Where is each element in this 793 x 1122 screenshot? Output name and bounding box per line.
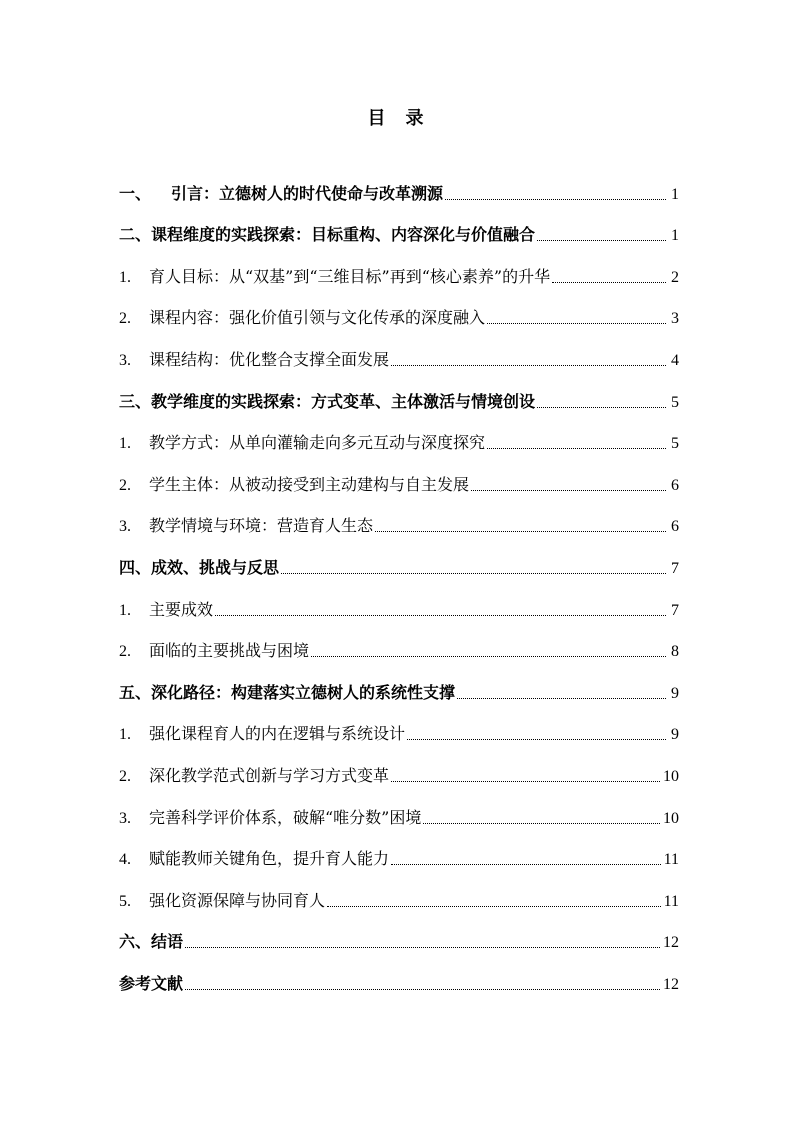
toc-entry-text: 课程内容：强化价值引领与文化传承的深度融入	[149, 308, 486, 328]
toc-entry-number: 2.	[119, 476, 131, 494]
toc-entry-text: 学生主体：从被动接受到主动建构与自主发展	[149, 474, 470, 494]
toc-entry-text: 强化资源保障与协同育人	[149, 890, 326, 910]
toc-entry-page-number: 10	[663, 767, 679, 785]
toc-entry-page-number: 6	[671, 476, 679, 494]
toc-entry-number: 1.	[119, 601, 131, 619]
toc-dot-leader	[185, 946, 660, 948]
toc-entry[interactable]	[119, 536, 679, 578]
toc-entry[interactable]	[119, 245, 679, 287]
toc-entry[interactable]	[119, 453, 679, 495]
toc-entry-page-number: 5	[671, 393, 679, 411]
toc-dot-leader	[537, 239, 666, 241]
toc-entry-text: 三、教学维度的实践探索：方式变革、主体激活与情境创设	[119, 391, 536, 411]
toc-entry[interactable]	[119, 744, 679, 786]
toc-entry-text: 深化教学范式创新与学习方式变革	[149, 765, 390, 785]
toc-dot-leader	[537, 406, 666, 408]
toc-entry-page-number: 12	[663, 975, 679, 993]
toc-entry-number: 2.	[119, 767, 131, 785]
toc-entry[interactable]	[119, 828, 679, 870]
toc-entry-text: 育人目标：从“双基”到“三维目标”再到“核心素养”的升华	[149, 266, 551, 286]
toc-dot-leader	[215, 614, 666, 616]
toc-entry[interactable]	[119, 495, 679, 537]
toc-entry[interactable]	[119, 370, 679, 412]
toc-dot-leader	[423, 822, 660, 824]
toc-entry[interactable]	[119, 287, 679, 329]
toc-entry[interactable]	[119, 412, 679, 454]
toc-dot-leader	[487, 322, 666, 324]
toc-entry-page-number: 6	[671, 518, 679, 536]
toc-entry-text: 六、结语	[119, 932, 184, 952]
toc-entry-number: 1.	[119, 435, 131, 453]
toc-dot-leader	[407, 738, 666, 740]
toc-entry-text: 赋能教师关键角色，提升育人能力	[149, 849, 390, 869]
toc-entry[interactable]	[119, 952, 679, 994]
toc-entry-page-number: 9	[671, 684, 679, 702]
toc-entry-page-number: 1	[671, 185, 679, 203]
toc-dot-leader	[445, 198, 666, 200]
toc-entry-text: 主要成效	[149, 599, 214, 619]
toc-entry-page-number: 11	[663, 892, 679, 910]
toc-dot-leader	[391, 780, 660, 782]
toc-entry-page-number: 1	[671, 227, 679, 245]
toc-dot-leader	[375, 530, 666, 532]
toc-entry-number: 一、	[119, 183, 152, 203]
toc-title-char-1: 目	[367, 108, 388, 129]
toc-entry-number: 1.	[119, 726, 131, 744]
toc-entry-page-number: 2	[671, 268, 679, 286]
toc-dot-leader	[311, 655, 666, 657]
toc-entry-number: 5.	[119, 892, 131, 910]
toc-entry-number: 3.	[119, 351, 131, 369]
toc-entry-text: 五、深化路径：构建落实立德树人的系统性支撑	[119, 682, 456, 702]
toc-entry-text: 引言：立德树人的时代使命与改革溯源	[171, 183, 444, 203]
toc-entry-text: 面临的主要挑战与困境	[149, 641, 310, 661]
toc-dot-leader	[327, 905, 661, 907]
toc-entry[interactable]	[119, 204, 679, 246]
toc-entry[interactable]	[119, 703, 679, 745]
toc-entry-number: 3.	[119, 809, 131, 827]
toc-entry-text: 教学情境与环境：营造育人生态	[149, 516, 374, 536]
toc-dot-leader	[185, 988, 660, 990]
toc-entry[interactable]	[119, 578, 679, 620]
toc-entry[interactable]	[119, 786, 679, 828]
toc-list	[119, 162, 679, 994]
toc-entry-page-number: 10	[663, 809, 679, 827]
toc-entry-number: 1.	[119, 268, 131, 286]
toc-entry-text: 四、成效、挑战与反思	[119, 557, 280, 577]
toc-dot-leader	[471, 489, 666, 491]
toc-entry-text: 完善科学评价体系，破解“唯分数”困境	[149, 807, 422, 827]
toc-entry-page-number: 7	[671, 559, 679, 577]
toc-entry-page-number: 11	[663, 851, 679, 869]
toc-dot-leader	[457, 697, 666, 699]
toc-entry-page-number: 8	[671, 643, 679, 661]
toc-entry-page-number: 12	[663, 934, 679, 952]
toc-title-char-2: 录	[405, 108, 426, 129]
toc-entry-text: 课程结构：优化整合支撑全面发展	[149, 349, 390, 369]
toc-entry-text: 二、课程维度的实践探索：目标重构、内容深化与价值融合	[119, 225, 536, 245]
toc-entry-number: 2.	[119, 310, 131, 328]
toc-dot-leader	[281, 572, 666, 574]
toc-entry[interactable]	[119, 911, 679, 953]
toc-entry[interactable]	[119, 620, 679, 662]
toc-entry-number: 2.	[119, 643, 131, 661]
toc-entry-text: 强化课程育人的内在逻辑与系统设计	[149, 724, 406, 744]
toc-entry-page-number: 3	[671, 310, 679, 328]
toc-dot-leader	[391, 364, 666, 366]
toc-entry-page-number: 9	[671, 726, 679, 744]
toc-dot-leader	[552, 281, 666, 283]
toc-entry[interactable]	[119, 162, 679, 204]
toc-entry[interactable]	[119, 869, 679, 911]
toc-dot-leader	[391, 863, 661, 865]
toc-entry-text: 教学方式：从单向灌输走向多元互动与深度探究	[149, 433, 486, 453]
toc-entry-page-number: 7	[671, 601, 679, 619]
toc-title	[0, 104, 793, 130]
toc-dot-leader	[487, 447, 666, 449]
toc-entry-page-number: 4	[671, 351, 679, 369]
toc-entry-page-number: 5	[671, 435, 679, 453]
toc-entry[interactable]	[119, 328, 679, 370]
toc-entry[interactable]	[119, 661, 679, 703]
toc-entry-text: 参考文献	[119, 973, 184, 993]
toc-entry-number: 3.	[119, 518, 131, 536]
toc-entry-number: 4.	[119, 851, 131, 869]
